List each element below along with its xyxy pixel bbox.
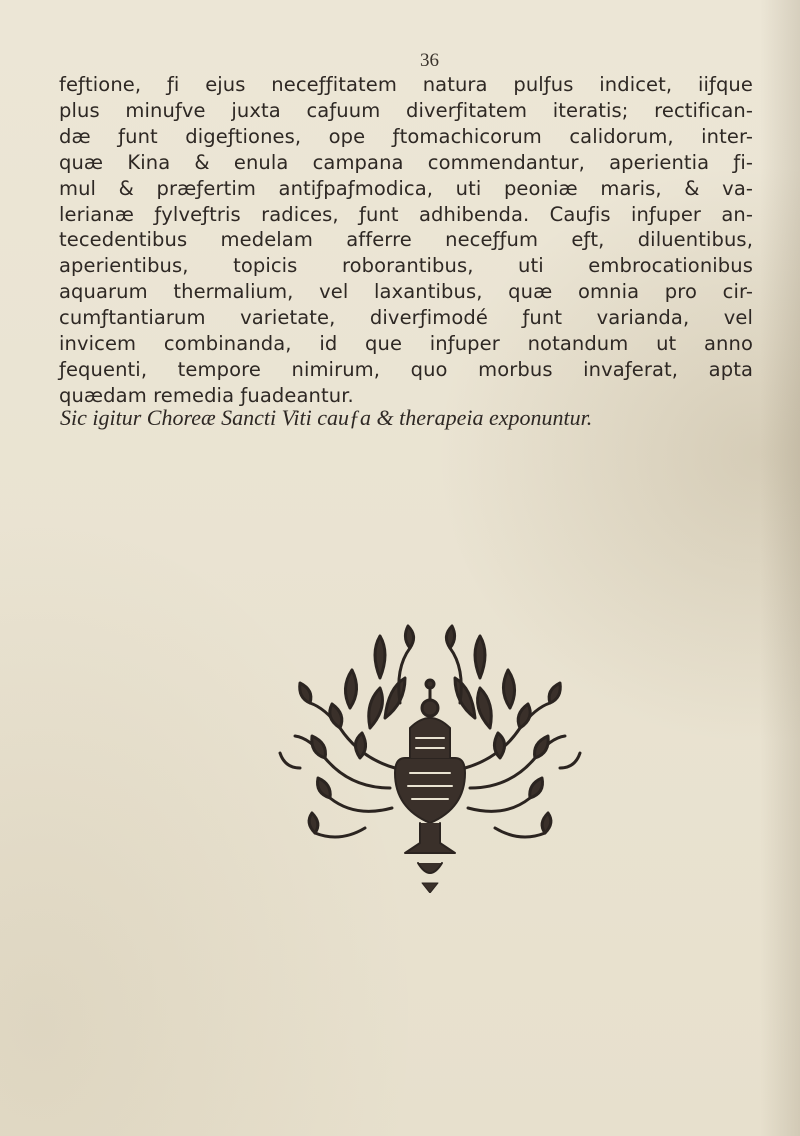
text-line: quædam remedia ƒuadeantur. (59, 383, 354, 407)
page-edge-shadow (760, 0, 800, 1136)
text-line: feƒtione, ƒi ejus neceƒƒitatem natura pulƒus indicet, iiƒque (59, 73, 753, 96)
text-line: cumƒtantiarum varietate, diverƒimodé ƒunt varianda, vel (59, 306, 753, 330)
body-paragraph (59, 72, 753, 409)
floral-urn-vignette-icon (270, 608, 590, 893)
text-line: lerianæ ƒylveƒtris radices, ƒunt adhibenda. Cauƒis inƒuper an- (59, 202, 753, 226)
text-line: ƒequenti, tempore nimirum, quo morbus invaƒerat, apta (59, 357, 753, 381)
text-line: mul & præƒertim antiƒpaƒmodica, uti peoniæ maris, & va- (59, 176, 753, 200)
text-line: tecedentibus medelam afferre neceƒƒum eƒt, diluentibus, (59, 228, 753, 252)
text-line: plus minuƒve juxta caƒuum diverƒitatem iteratis; rectifican- (59, 98, 753, 122)
text-line: dæ ƒunt digeƒtiones, ope ƒtomachicorum calidorum, inter- (59, 124, 753, 148)
page-number: 36 (420, 50, 439, 71)
text-line: aquarum thermalium, vel laxantibus, quæ omnia pro cir- (59, 280, 753, 304)
text-line: invicem combinanda, id que inƒuper notandum ut anno (59, 332, 753, 356)
text-line: aperientibus, topicis roborantibus, uti embrocationibus (59, 254, 753, 278)
text-line: quæ Kina & enula campana commendantur, aperientia ƒi- (59, 150, 753, 174)
closing-line: Sic igitur Choreæ Sancti Viti cauƒa & therapeia exponuntur. (60, 405, 593, 430)
